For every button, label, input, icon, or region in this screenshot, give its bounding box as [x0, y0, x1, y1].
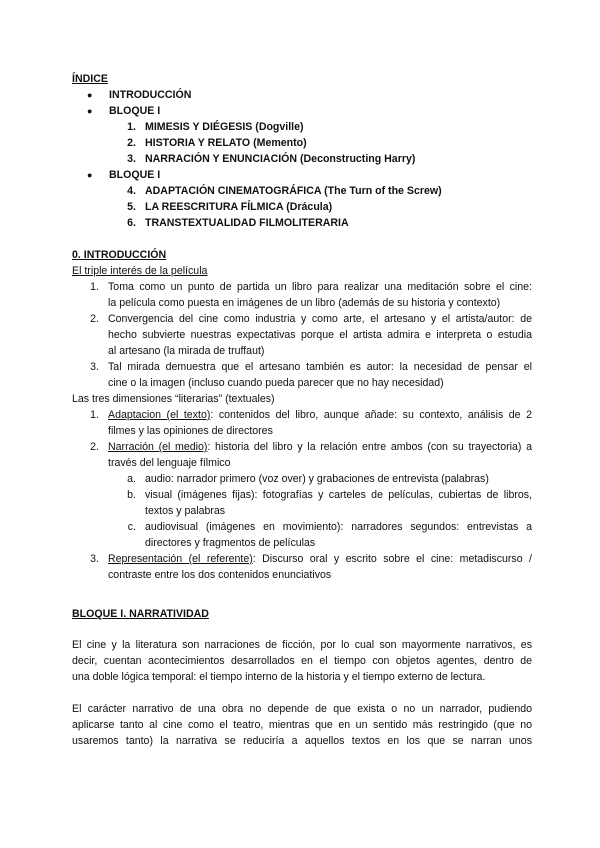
list-text-line: la película como puesta en imágenes de un libro (además de su historia y contexto)	[108, 297, 501, 309]
list-text-line: contraste entre los dos contenidos enunciativos	[108, 569, 332, 581]
list-number: 1.	[90, 281, 99, 293]
index-item	[72, 103, 532, 119]
paragraph-line: una doble lógica temporal: el tiempo interno de la historia y el tiempo externo de lectura.	[72, 671, 486, 683]
section-subheading: El triple interés de la película	[72, 265, 208, 277]
paragraph-line: aplicarse tanto al cine como el teatro, mientras que en un sentido más restringido (que no	[72, 719, 532, 731]
index-item	[72, 119, 532, 135]
paragraph-line: El cine y la literatura son narraciones de ficción, por lo cual son mayormente narrativos, es	[72, 639, 532, 651]
index-item-label: LA REESCRITURA FÍLMICA (Drácula)	[145, 201, 333, 213]
dimensions-intro: Las tres dimensiones “literarias” (textuales)	[72, 393, 275, 405]
index-item	[72, 167, 532, 183]
index-item-number: 3.	[127, 153, 136, 165]
paragraph	[72, 701, 532, 749]
document-page	[72, 71, 532, 749]
list-text-line: través del lenguaje fílmico	[108, 457, 231, 469]
dimension-text: : Discurso oral y escrito sobre el cine: metadiscurso /	[252, 553, 532, 565]
sub-list-item	[72, 471, 532, 487]
paragraph-line: decir, cuentan acontecimientos desarrollados en el tiempo con objetos agentes, dentro de	[72, 655, 532, 667]
list-text-line: al artesano (la mirada de truffaut)	[108, 345, 265, 357]
index-item	[72, 87, 532, 103]
paragraph-line: usaremos tanto) la narrativa se reduciría a aquellos textos en los que se narran unos	[72, 735, 532, 747]
list-number: 2.	[90, 313, 99, 325]
list-text-line: directores y fragmentos de películas	[145, 537, 316, 549]
dimension-term: Narración (el medio)	[108, 441, 208, 453]
bullet-icon: ●	[87, 170, 93, 180]
index-item	[72, 183, 532, 199]
list-item	[72, 439, 532, 471]
sub-list-item	[72, 487, 532, 519]
dimension-text: : historia del libro y la relación entre ambos (con su trayectoria) a	[207, 441, 533, 453]
paragraph	[72, 637, 532, 685]
list-text-line: filmes y las opiniones de directores	[108, 425, 273, 437]
list-text-line: audio: narrador primero (voz over) y grabaciones de entrevista (palabras)	[145, 473, 489, 485]
list-item	[72, 551, 532, 583]
section-heading-intro: 0. INTRODUCCIÓN	[72, 249, 167, 261]
index-title: ÍNDICE	[72, 73, 108, 85]
index-list	[72, 87, 532, 231]
dimension-term: Representación (el referente)	[108, 553, 253, 565]
index-item	[72, 215, 532, 231]
list-text-line: textos y palabras	[145, 505, 226, 517]
index-item-label: BLOQUE I	[109, 105, 161, 117]
list-text-line: Tal mirada demuestra que el artesano también es autor: la necesidad de pensar el	[108, 361, 532, 373]
sub-list-marker: a.	[127, 473, 136, 485]
list-item	[72, 359, 532, 391]
index-item-label: ADAPTACIÓN CINEMATOGRÁFICA (The Turn of the Screw)	[145, 185, 442, 197]
list-number: 3.	[90, 553, 99, 565]
index-item-label: INTRODUCCIÓN	[109, 89, 192, 101]
bullet-icon: ●	[87, 90, 93, 100]
index-item	[72, 151, 532, 167]
list-text-line: cine o la imagen (incluso cuando pueda parecer que no hay necesidad)	[108, 377, 444, 389]
index-item-label: BLOQUE I	[109, 169, 161, 181]
index-item-label: NARRACIÓN Y ENUNCIACIÓN (Deconstructing Harry)	[145, 153, 416, 165]
list-text-line: visual (imágenes fijas): fotografías y carteles de películas, cubiertas de libros,	[145, 489, 532, 501]
index-item-label: MIMESIS Y DIÉGESIS (Dogville)	[145, 121, 304, 133]
list-item	[72, 407, 532, 439]
list-text-line: audiovisual (imágenes en movimiento): narradores segundos: entrevistas a	[145, 521, 532, 533]
index-item-label: TRANSTEXTUALIDAD FILMOLITERARIA	[145, 217, 349, 229]
dimension-text: : contenidos del libro, aunque añade: su contexto, análisis de 2	[210, 409, 533, 421]
list-number: 3.	[90, 361, 99, 373]
sub-list-marker: c.	[127, 521, 136, 533]
section-heading-bloque1: BLOQUE I. NARRATIVIDAD	[72, 608, 209, 620]
list-text-line: Convergencia del cine como industria y como arte, el artesano y el artista/autor: de	[108, 313, 532, 325]
bullet-icon: ●	[87, 106, 93, 116]
sub-list-marker: b.	[127, 489, 136, 501]
index-item	[72, 135, 532, 151]
list-number: 1.	[90, 409, 99, 421]
sub-list-item	[72, 519, 532, 551]
index-item-label: HISTORIA Y RELATO (Memento)	[145, 137, 307, 149]
paragraph-line: El carácter narrativo de una obra no depende de que exista o no un narrador, pudiendo	[72, 703, 532, 715]
list-item	[72, 311, 532, 359]
index-item	[72, 199, 532, 215]
list-text-line: Toma como un punto de partida un libro para realizar una meditación sobre el cine:	[108, 281, 532, 293]
index-item-number: 4.	[127, 185, 136, 197]
list-text-line: hecho subvierte nuestras expectativas porque el artista admira e interpreta o estudia	[108, 329, 532, 341]
dimension-term: Adaptacion (el texto)	[108, 409, 211, 421]
index-item-number: 6.	[127, 217, 136, 229]
index-item-number: 2.	[127, 137, 136, 149]
index-item-number: 1.	[127, 121, 136, 133]
list-number: 2.	[90, 441, 99, 453]
list-item	[72, 279, 532, 311]
index-item-number: 5.	[127, 201, 136, 213]
